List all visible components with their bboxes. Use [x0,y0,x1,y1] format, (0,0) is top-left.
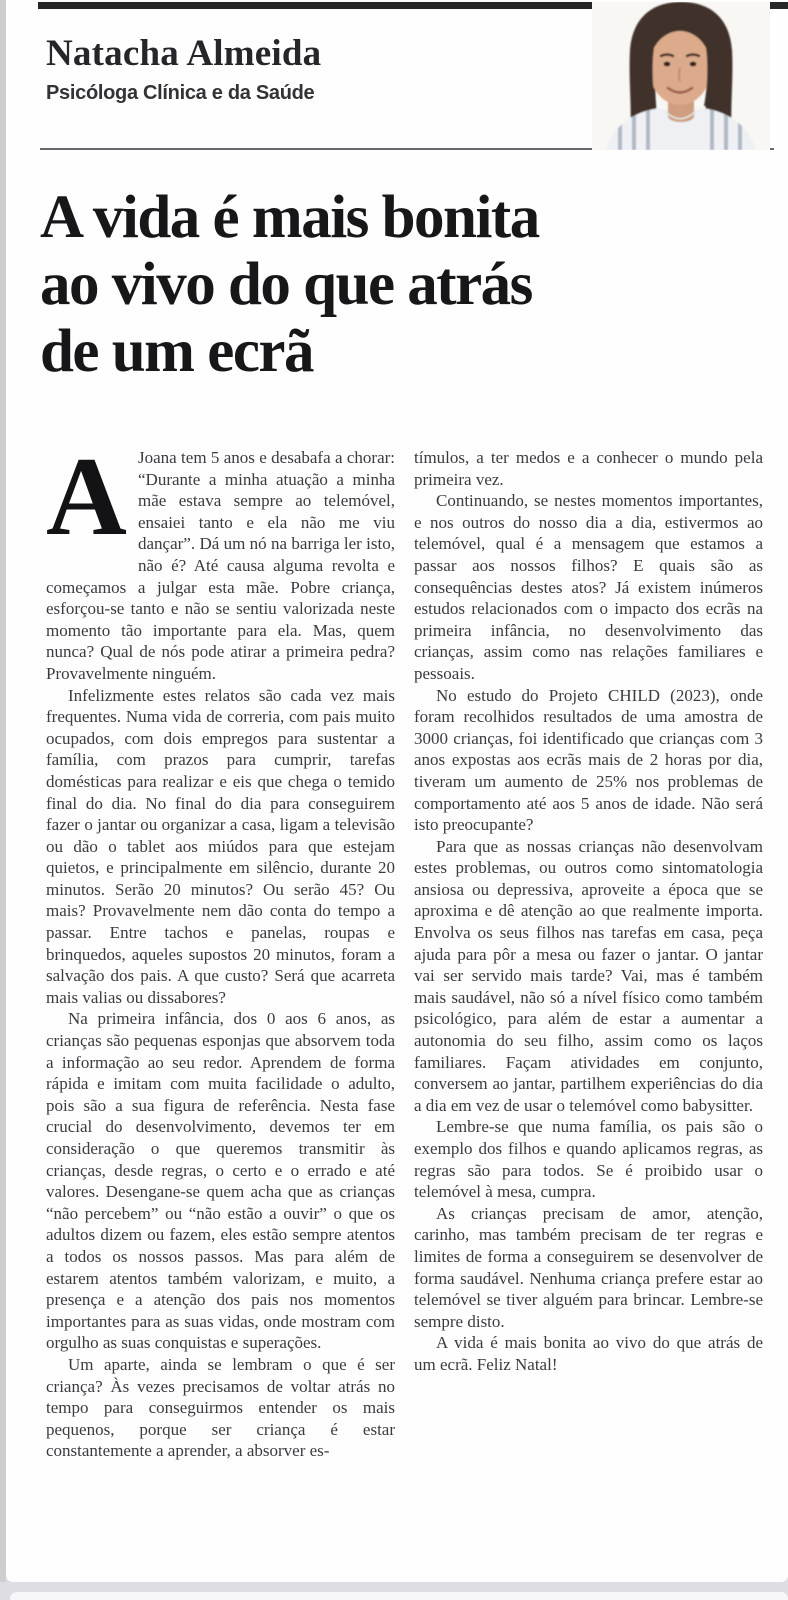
paragraph: As crianças precisam de amor, atenção, carinho, mas também precisam de ter regras e limites de forma a conseguirem se desenvolver de forma saudável. Nenhuma criança prefere estar ao telemóvel se tiver alguém para brincar. Lembre-se sempre disto. [414,1203,763,1331]
headline-line-3: de um ecrã [40,318,313,385]
next-page-edge [10,1592,788,1600]
headline-line-2: ao vivo do que atrás [40,251,532,318]
article-masthead [40,0,774,150]
paragraph: No estudo do Projeto CHILD (2023), onde foram recolhidos resultados de uma amostra de 3000 crianças, foi identificado que crianças com 3 anos expostas aos ecrãs mais de 2 horas por dia, tiveram um aumento de 25% nos problemas de comportamento até aos 5 anos de idade. Não será isto preocupante? [414,685,763,835]
nose [679,68,680,81]
paragraph: Continuando, se nestes momentos importantes, e nos outros do nosso dia a dia, estivermos ao telemóvel, qual é a mensagem que estamos a passar aos nossos filhos? E quais são as consequências destes atos? Já existem inúmeros estudos relacionados com o impacto dos ecrãs na primeira infância, no desenvolvimento das crianças, assim como nas relações familiares e pessoais. [414,491,763,683]
article-column-left [46,435,395,1462]
article-headline [40,184,768,385]
paragraph: A vida é mais bonita ao vivo do que atrás de um ecrã. Feliz Natal! [414,1333,763,1374]
article-body [46,435,763,1462]
paragraph: Um aparte, ainda se lembram o que é ser criança? Às vezes precisamos de voltar atrás no tempo para conseguirmos entender os mais pequenos, porque ser criança é estar constantemente a aprender, a absorver es- [46,1354,395,1461]
headline-line-1: A vida é mais bonita [40,184,539,251]
article-column-right [414,447,763,1462]
author-name: Natacha Almeida [46,33,322,74]
left-eye [664,62,671,67]
drop-cap: A [46,435,127,559]
author-portrait-photo [592,2,770,150]
paragraph: Lembre-se que numa família, os pais são o exemplo dos filhos e quando aplicamos regras, as regras são para todos. Se é proibido usar o telemóvel à mesa, cumpra. [414,1117,763,1202]
newspaper-page [6,0,788,1582]
paragraph: Para que as nossas crianças não desenvolvam estes problemas, ou outros como sintomatologia ansiosa ou depressiva, aproveite a época que se aproxima e dê atenção ao que realmente importa. Envolva os seus filhos nas tarefas em casa, peça ajuda para pôr a mesa ou fazer o jantar. O jantar vai ser servido mais tarde? Vai, mas é também mais saudável, não só a nível físico como também psicológico, para além de estar a aumentar a autonomia do seu filho, assim como os laços familiares. Façam atividades em conjunto, conversem ao jantar, partilhem experiências do dia a dia em vez de usar o telemóvel como babysitter. [414,836,763,1115]
paragraph: tímulos, a ter medos e a conhecer o mundo pela primeira vez. [414,448,763,489]
paragraph: Na primeira infância, dos 0 aos 6 anos, as crianças são pequenas esponjas que absorvem toda a informação ao seu redor. Aprendem de forma rápida e imitam com muita facilidade o adulto, pois são a sua figura de referência. Nesta fase crucial do desenvolvimento, devemos ter em consideração o que queremos transmitir às crianças, desde regras, o certo e o errado e até valores. Desengane-se quem acha que as crianças “não percebem” ou “não estão a ouvir” o que os adultos dizem ou fazem, eles estão sempre atentos a todos os nossos passos. Mas para além de estarem atentos também valorizam, e muito, a presença e a atenção dos pais nos momentos importantes para as suas vidas, onde mostram com orgulho as suas conquistas e superações. [46,1009,395,1353]
paragraph: Infelizmente estes relatos são cada vez mais frequentes. Numa vida de correria, com pais muito ocupados, com dois empregos para sustentar a família, com prazos para cumprir, tarefas domésticas para realizar e eis que chega o temido final do dia. No final do dia para conseguirem fazer o jantar ou organizar a casa, ligam a televisão ou dão o tablet aos miúdos para que estejam quietos, e principalmente em silêncio, durante 20 minutos. Serão 20 minutos? Ou serão 45? Ou mais? Provavelmente nem dão conta do tempo a passar. Entre tachos e panelas, roupas e brinquedos, aqueles supostos 20 minutos, foram a salvação dos pais. A que custo? Será que acarreta mais valias ou dissabores? [46,685,395,1007]
paragraph [46,435,395,685]
paragraph-text: Joana tem 5 anos e desabafa a chorar: “Durante a minha atuação a minha mãe estava sempre ao telemóvel, ensaiei tanto e ela não me viu dançar”. Dá um nó na barriga ler isto, não é? Até causa alguma revolta e começamos a julgar esta mãe. Pobre criança, esforçou-se tanto e não se sentiu valorizada neste momento tão importante para ela. Mas, quem nunca? Qual de nós pode atirar a primeira pedra? Provavelmente ninguém. [46,448,395,683]
right-eye [690,62,697,67]
author-job-title: Psicóloga Clínica e da Saúde [46,82,315,104]
